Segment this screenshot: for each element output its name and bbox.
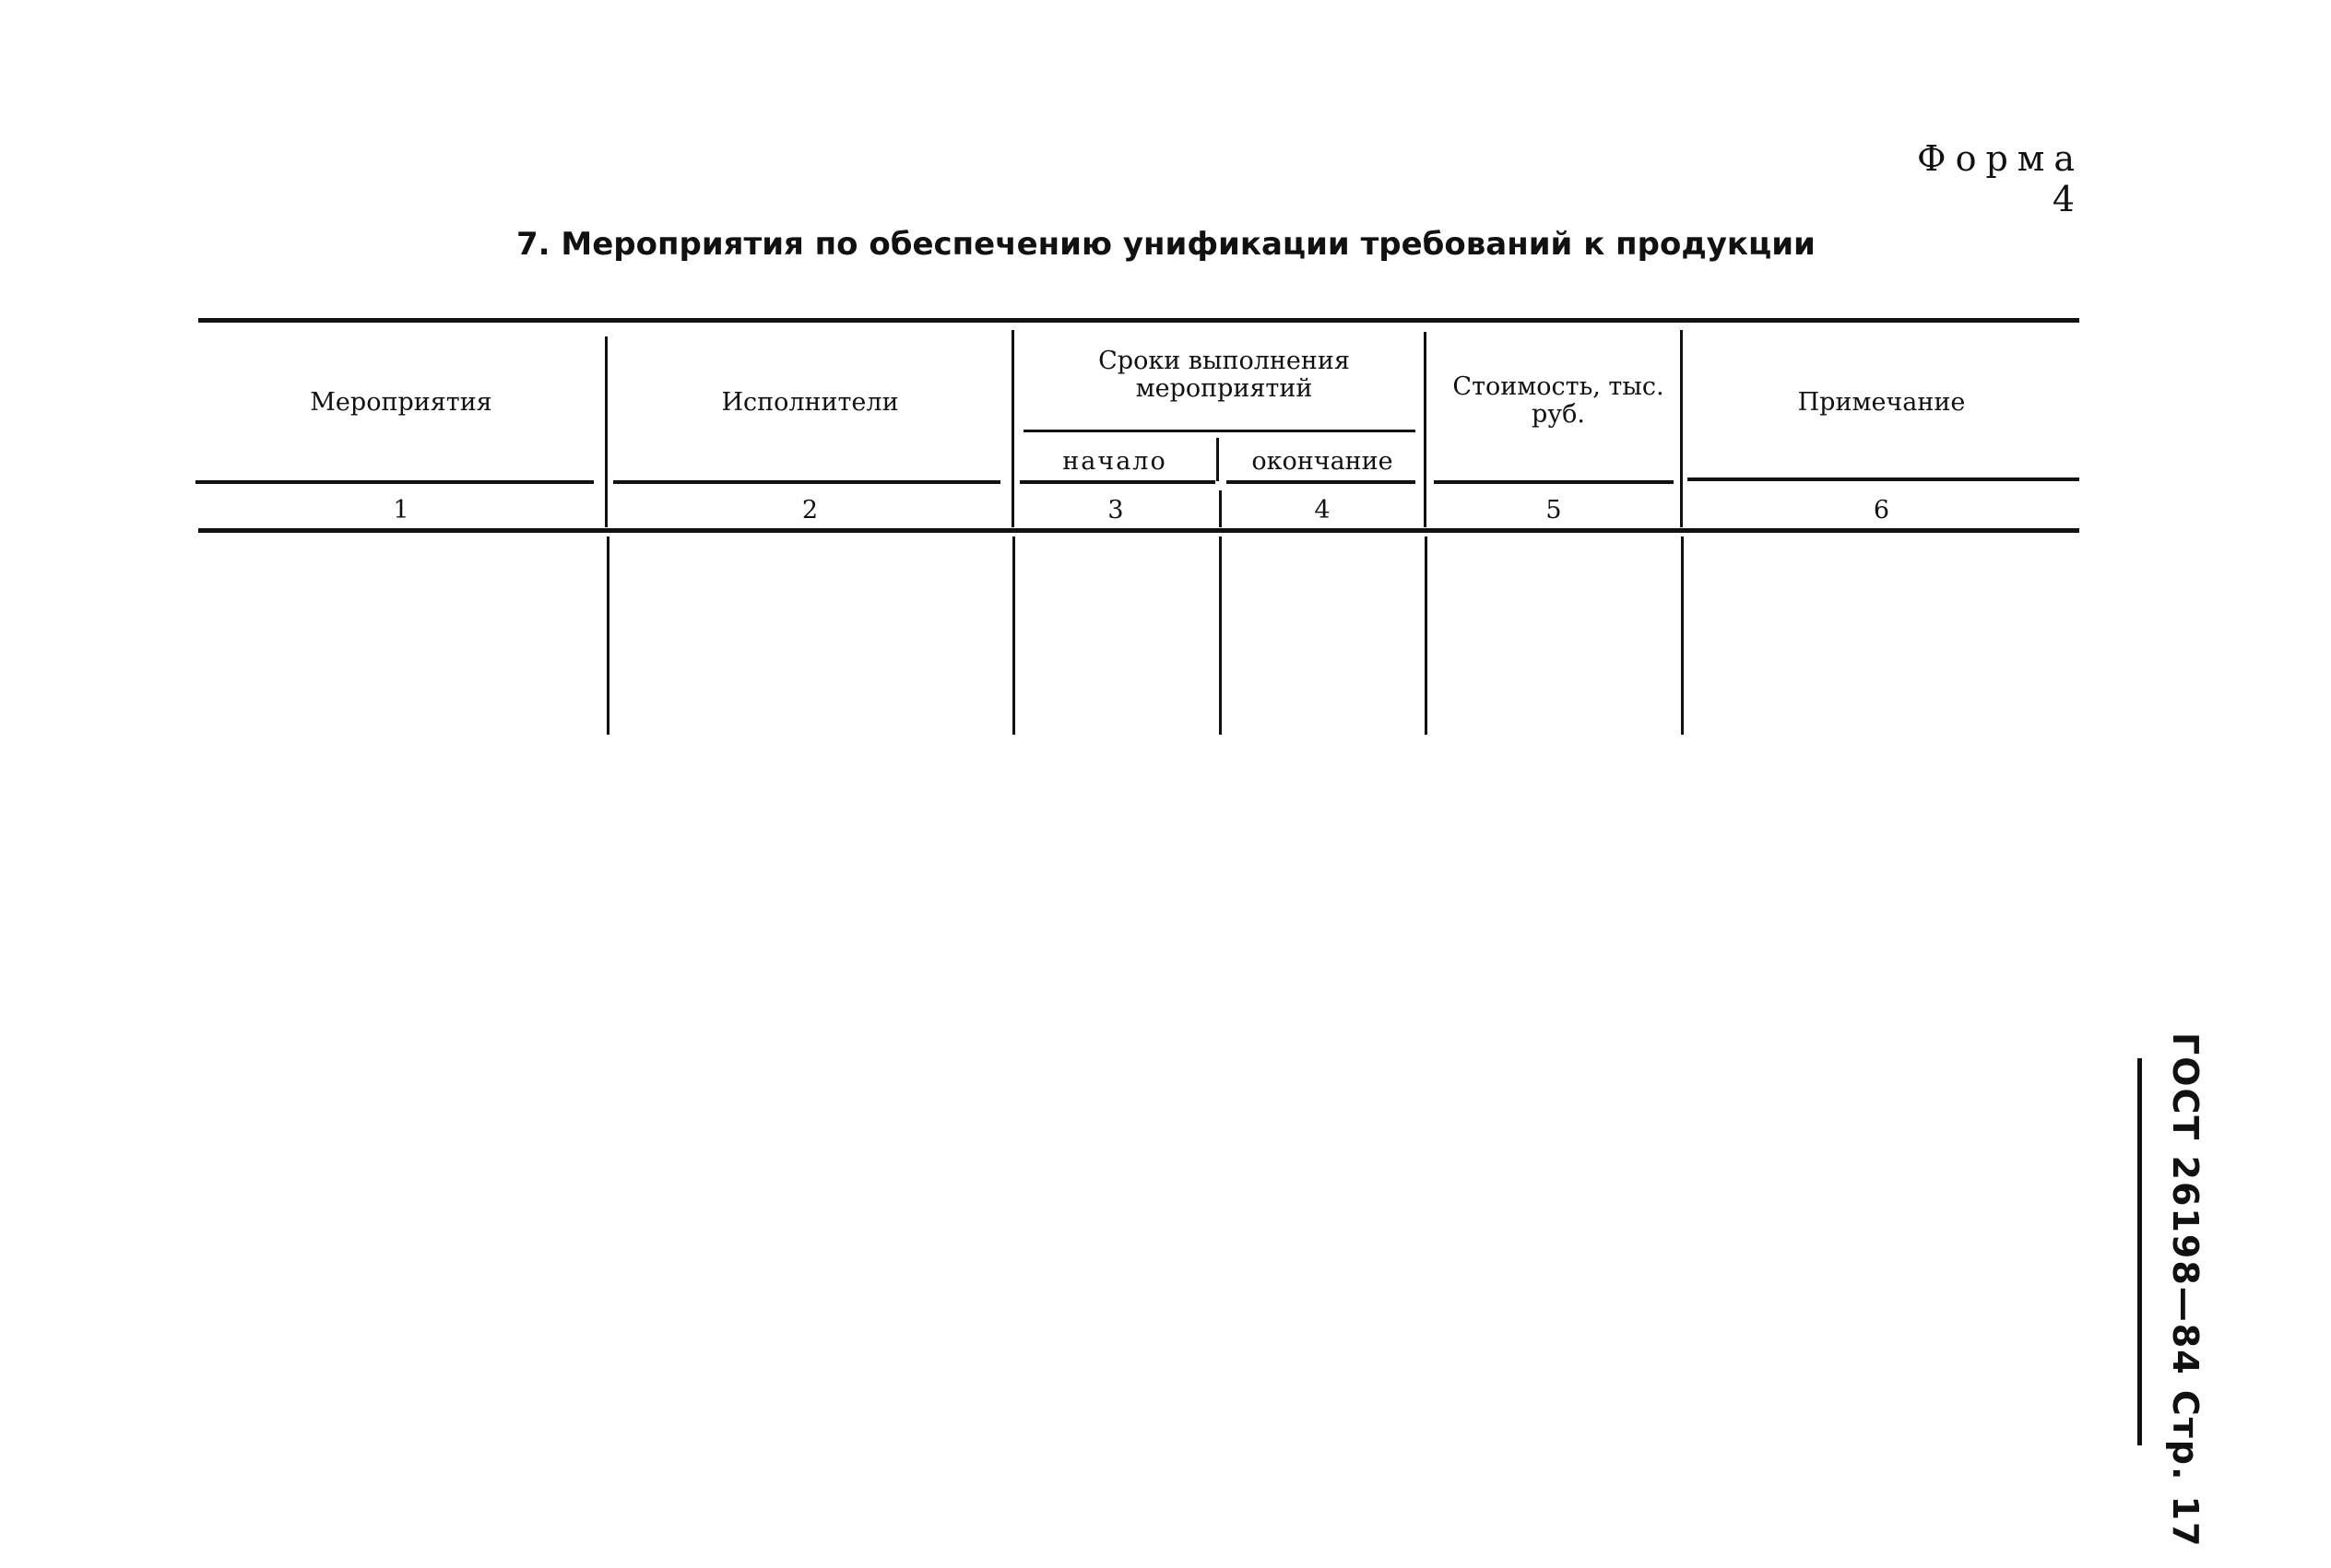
vline-4-body [1425,536,1427,735]
vline-3-header [1216,438,1219,481]
header-col6: Примечание [1797,388,1966,417]
vline-4-header [1424,332,1426,527]
header-bottom-rule-col2 [613,480,1000,484]
vline-2-body [1012,536,1015,735]
table-top-rule [198,318,2079,323]
header-col4: окончание [1251,447,1393,476]
header-bottom-rule-col6 [1687,477,2079,481]
header-group: Сроки выполнения мероприятий [1098,347,1350,403]
column-number-3: 3 [1107,496,1124,525]
form-label: Форма 4 [1917,138,2084,219]
vline-3-body [1219,536,1222,735]
header-bottom-rule-col1 [195,480,594,484]
header-bottom-rule-col3 [1020,480,1215,484]
vline-5-body [1681,536,1684,735]
vline-1-header [605,336,608,527]
column-number-5: 5 [1545,496,1562,525]
header-col3: начало [1062,447,1167,476]
side-margin-rule [2137,1058,2142,1445]
numbers-bottom-rule [198,528,2079,533]
column-number-2: 2 [801,496,819,525]
standard-page-label: ГОСТ 26198—84 Стр. 17 [2165,1032,2206,1549]
page-title: 7. Мероприятия по обеспечению унификации требований к продукции [516,226,1816,263]
header-col2: Исполнители [721,388,899,417]
column-number-4: 4 [1314,496,1331,525]
column-number-6: 6 [1873,496,1890,525]
header-col1: Мероприятия [310,388,492,417]
header-bottom-rule-col5 [1434,480,1674,484]
vline-5-header [1680,330,1683,527]
header-col5: Стоимость, тыс. руб. [1452,372,1664,429]
header-bottom-rule-col4 [1226,480,1415,484]
vline-1-body [607,536,609,735]
group-header-rule [1024,430,1415,432]
column-number-1: 1 [393,496,409,525]
